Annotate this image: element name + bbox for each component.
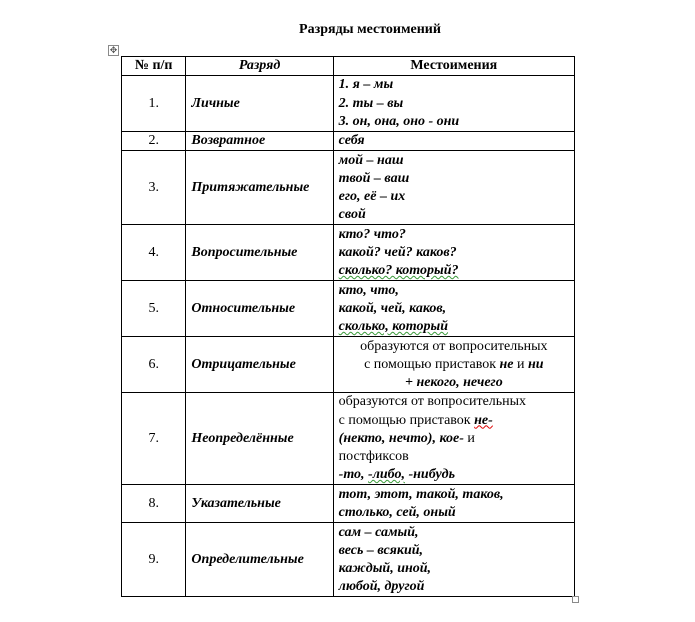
row-number: 8. <box>122 485 186 523</box>
row-pronouns <box>333 523 574 597</box>
table-row <box>122 523 575 597</box>
conjunction: и <box>467 430 475 446</box>
row-category: Возвратное <box>186 132 333 151</box>
row-number: 9. <box>122 523 186 597</box>
document-title: Разряды местоимений <box>299 22 441 37</box>
row-pronouns <box>333 337 574 393</box>
description-line <box>339 356 569 374</box>
row-number: 5. <box>122 281 186 337</box>
pronoun-line: его, её – их <box>338 188 406 204</box>
row-category: Указательные <box>186 485 333 523</box>
row-number: 2. <box>122 132 186 151</box>
table-resize-handle[interactable] <box>572 596 579 603</box>
row-pronouns <box>333 76 574 132</box>
pronoun-line: весь – всякий, <box>338 542 424 558</box>
pronoun-line: себя <box>338 133 365 149</box>
description-line: образуются от вопросительных <box>360 338 548 354</box>
postfix-nibud: -нибудь <box>408 467 456 483</box>
row-category: Определительные <box>186 523 333 597</box>
description-line <box>339 412 569 430</box>
pronoun-categories-table <box>121 56 575 597</box>
row-pronouns <box>333 281 574 337</box>
table-row <box>122 337 575 393</box>
pronoun-line: твой – ваш <box>338 170 410 186</box>
pronoun-line: столько, сей, оный <box>338 504 456 520</box>
pronoun-line: какой, чей, каков, <box>338 300 447 316</box>
table-row <box>122 132 575 151</box>
row-pronouns <box>333 151 574 225</box>
pronoun-line: любой, другой <box>338 579 425 595</box>
row-category: Вопросительные <box>186 225 333 281</box>
header-category: Разряд <box>186 57 333 76</box>
table-row <box>122 76 575 132</box>
pronoun-line: каждый, иной, <box>338 560 432 576</box>
table-move-handle-icon[interactable]: ✥ <box>109 45 118 55</box>
row-category: Личные <box>186 76 333 132</box>
prefix-ne: не <box>499 356 514 372</box>
pronoun-line: сам – самый, <box>338 524 419 540</box>
row-pronouns <box>333 485 574 523</box>
prefix-koe: кое- <box>439 430 464 446</box>
row-pronouns <box>333 393 574 485</box>
conjunction: и <box>517 356 525 372</box>
row-category: Притяжательные <box>186 151 333 225</box>
pronoun-line: сколько? который? <box>338 263 459 278</box>
row-number: 7. <box>122 393 186 485</box>
row-number: 1. <box>122 76 186 132</box>
description-line <box>339 430 569 448</box>
description-line: + некого, нечего <box>404 375 503 390</box>
table-row <box>122 393 575 485</box>
prefix-ne: не- <box>474 412 493 428</box>
row-number: 6. <box>122 337 186 393</box>
pronoun-line: сколько, который <box>338 319 449 334</box>
table-row <box>122 485 575 523</box>
row-number: 4. <box>122 225 186 281</box>
description-line: постфиксов <box>338 449 409 465</box>
row-pronouns <box>333 225 574 281</box>
table-row <box>122 151 575 225</box>
pronoun-line: 2. ты – вы <box>338 95 404 111</box>
description-line <box>339 466 569 484</box>
row-pronouns <box>333 132 574 151</box>
row-category: Отрицательные <box>186 337 333 393</box>
header-pronouns: Местоимения <box>333 57 574 76</box>
pronoun-line: тот, этот, такой, таков, <box>338 486 504 502</box>
description-line: образуются от вопросительных <box>338 394 527 410</box>
row-category: Неопределённые <box>186 393 333 485</box>
pronoun-line: 3. он, она, оно - они <box>338 113 460 129</box>
table-header-row <box>122 57 575 76</box>
postfix-to: -то, <box>338 467 365 483</box>
table-row <box>122 281 575 337</box>
pronoun-line: какой? чей? каков? <box>338 244 457 260</box>
row-number: 3. <box>122 151 186 225</box>
pronoun-line: мой – наш <box>338 152 404 168</box>
example-words: (некто, нечто), <box>338 430 436 446</box>
postfix-libo: -либо, <box>368 467 405 483</box>
pronoun-line: 1. я – мы <box>338 77 394 93</box>
table-row <box>122 225 575 281</box>
pronoun-line: кто? что? <box>338 226 406 242</box>
row-category: Относительные <box>186 281 333 337</box>
pronoun-line: свой <box>338 207 366 223</box>
description-text: с помощью приставок <box>338 412 471 428</box>
pronoun-line: кто, что, <box>338 282 399 298</box>
prefix-ni: ни <box>528 356 544 372</box>
description-text: с помощью приставок <box>364 356 497 372</box>
header-number: № п/п <box>122 57 186 76</box>
